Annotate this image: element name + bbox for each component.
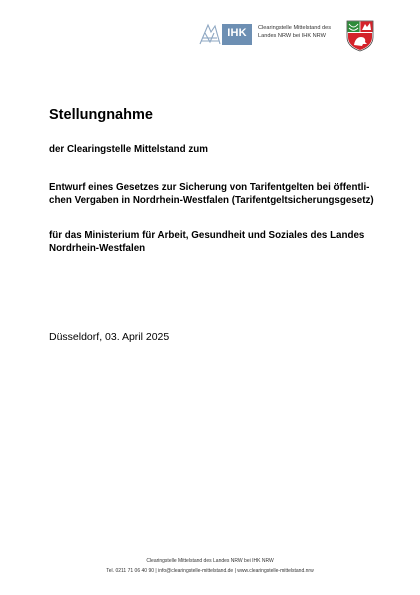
- org-name-line1: Clearingstelle Mittelstand des: [258, 25, 332, 31]
- ihk-eagle-icon: [198, 22, 222, 47]
- subtitle: der Clearingstelle Mittelstand zum: [49, 144, 208, 155]
- footer-contact: Tel. 0211 71 06 40 90 | info@clearingstelle-mittelstand.de | www.clearingstelle-mittelstand.nrw: [106, 568, 314, 574]
- document-date: Düsseldorf, 03. April 2025: [49, 331, 170, 343]
- recipient-block: [49, 229, 389, 255]
- recipient-line: für das Ministerium für Arbeit, Gesundheit und Soziales des Landes: [49, 230, 365, 241]
- recipient-line: Nordrhein-Westfalen: [49, 243, 146, 254]
- footer-org: Clearingstelle Mittelstand des Landes NRW bei IHK NRW: [146, 558, 274, 564]
- subject-line: Entwurf eines Gesetzes zur Sicherung von Tarifentgelten bei öffentli-: [49, 182, 370, 193]
- ihk-logo: [198, 22, 252, 47]
- subject-block: [49, 181, 389, 207]
- org-name: [258, 25, 342, 40]
- org-name-line2: Landes NRW bei IHK NRW: [258, 32, 326, 39]
- ihk-label: IHK: [227, 27, 247, 39]
- nrw-crest-icon: [346, 20, 374, 52]
- subject-line: chen Vergaben in Nordrhein-Westfalen (Tarifentgeltsicherungsgesetz): [49, 195, 374, 206]
- page-title: Stellungnahme: [49, 107, 153, 123]
- ihk-label-box: [222, 24, 252, 45]
